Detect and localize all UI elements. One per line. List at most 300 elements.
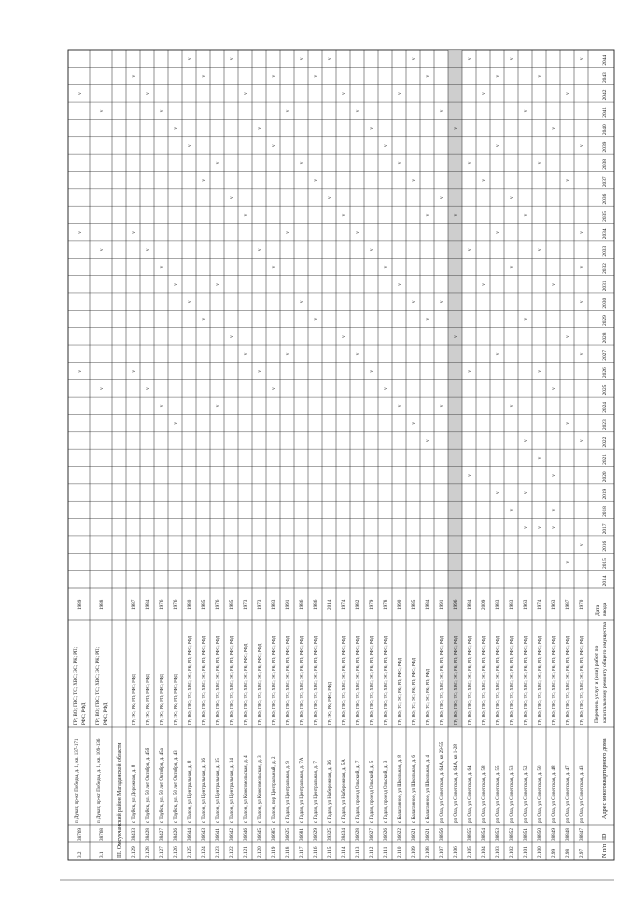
row-mark-2042: v <box>341 92 348 95</box>
header-id: ID <box>602 833 608 840</box>
row-id: 38850 <box>537 828 544 841</box>
row-date: 2014 <box>327 599 334 610</box>
row-services: ГР; ВО; ГВС; ТС; ХВС; ЭС; РК; РФС; РФД <box>243 643 249 725</box>
row-mark-2034: v <box>77 231 84 234</box>
row-address: с Талон, ул Комсомольская, д. 4 <box>244 755 250 823</box>
row-services: ГР; ВО; ГВС; ТС; ХВС; ЭС; РК; РП; РФС; РФД <box>565 635 571 725</box>
row-services: РФС; РФД <box>82 702 88 725</box>
row-mark-2022: v <box>579 439 586 442</box>
row-date: 1984 <box>425 599 432 610</box>
row-mark-2025: v <box>383 387 390 390</box>
row-date: 1984 <box>145 599 152 610</box>
row-address: с Гадля, проезд Ольский, д. 7 <box>356 760 362 823</box>
row-mark-2033: v <box>257 248 264 252</box>
row-address: с Гадля, ул Центральная, д. 9 <box>286 761 292 823</box>
row-mark-2032: v <box>383 265 390 269</box>
row-mark-2035: v <box>341 213 348 217</box>
row-services: ГР; ВО; ГВС; ТС; ХВС; ЭС; РК; РП; РФС; РФД <box>537 635 543 725</box>
row-num: 2.97 <box>579 848 586 858</box>
row-mark-2025: v <box>271 387 278 390</box>
row-mark-2028: v <box>341 335 348 338</box>
row-date: 1988 <box>99 599 106 610</box>
row-address: рп Ола, ул Советская, д. 64 <box>468 765 474 823</box>
row-date: 1973 <box>243 599 250 610</box>
row-mark-2036: v <box>439 196 446 200</box>
row-num: 2.107 <box>439 846 446 858</box>
row-services: ГР; ВО; ГВС; ТС; ХВС; ЭС; РК; РП; РФС; РФД <box>453 635 459 725</box>
row-mark-2044: v <box>187 57 194 61</box>
row-services: ГР; ВО; ГВС; ТС; ХВС; ЭС; РК; РП; РФС; РФД <box>201 635 207 725</box>
row-date: 1987 <box>131 599 138 610</box>
row-mark-2044: v <box>467 57 474 61</box>
row-date: 1974 <box>341 599 348 610</box>
row-num: 2.119 <box>271 846 278 858</box>
row-mark-2034: v <box>131 231 138 234</box>
row-address: с Талон, ул Центральная, д. 14 <box>230 758 236 823</box>
row-mark-2040: v <box>173 127 180 130</box>
header-year-2019: 2019 <box>602 488 608 500</box>
header-year-2025: 2025 <box>602 384 608 396</box>
header-year-2026: 2026 <box>602 367 608 379</box>
header-year-2027: 2027 <box>602 349 608 361</box>
header-year-2020: 2020 <box>602 471 608 483</box>
row-id: 38847 <box>579 828 586 841</box>
row-address: рп Ола, ул Советская, д. 64А, кв 1-28 <box>454 744 460 823</box>
row-services: ГР; ВО; ГВС; ТС; ХВС; ЭС; РК; РП; РФС; РФД <box>383 635 389 725</box>
row-services: ГР; ВО; ГВС; ТС; ХВС; ЭС; РК; РП; РФС; РФД <box>369 635 375 725</box>
row-mark-2025: v <box>99 387 106 390</box>
row-address: с Гадля, ул Набережная, д. 5А <box>342 759 348 823</box>
row-date: 1991 <box>285 599 292 610</box>
row-address: с Балаганное, ул Школьная, д. 6 <box>412 755 418 823</box>
row-mark-2016: v <box>579 543 586 547</box>
row-mark-2031: v <box>551 283 558 286</box>
row-mark-2043: v <box>201 74 208 78</box>
row-date: 1984 <box>467 599 474 610</box>
row-mark-2020: v <box>551 474 558 477</box>
row-services: ГР; ВО; ГВС; ТС; ХВС; ЭС; РК; РП; РФС; РФД <box>509 635 515 725</box>
row-services: ГР; ВО; ГВС; ТС; ХВС; ЭС; РК; РП; РФС; РФД <box>579 635 585 725</box>
row-mark-2035: v <box>523 213 530 217</box>
row-mark-2026: v <box>257 369 264 373</box>
row-date: 1985 <box>201 599 208 610</box>
section-title: III. Омсукчанский район Магаданской области <box>117 742 124 858</box>
row-num: 2.118 <box>285 846 292 858</box>
row-mark-2035: v <box>425 213 432 217</box>
row-mark-2041: v <box>99 109 106 113</box>
row-mark-2034: v <box>495 231 502 234</box>
row-mark-2026: v <box>467 369 474 373</box>
row-mark-2044: v <box>509 57 516 61</box>
row-services: ГР; ВО; ТС; ЭС; РК; РП; РФС; РФД <box>411 657 417 725</box>
row-mark-2027: v <box>495 352 502 356</box>
row-date: 1978 <box>383 599 390 610</box>
row-address: с Тауйск, ул. 50 лет Октября, д. 43 <box>174 750 180 823</box>
row-address: с Балаганное, ул Школьная, д. 8 <box>398 755 404 823</box>
row-address: рп Ола, ул Советская, д. 50 <box>538 765 544 823</box>
header-year-2037: 2037 <box>602 176 608 188</box>
row-services: ГР; ВО; ГВС; ТС; ХВС; ЭС; РК; РП; РФС; РФД <box>551 635 557 725</box>
row-num: 2.115 <box>327 846 334 858</box>
row-mark-2028: v <box>565 335 572 338</box>
header-year-2044: 2044 <box>602 54 608 66</box>
row-mark-2041: v <box>523 109 530 113</box>
row-mark-2042: v <box>77 92 84 95</box>
row-mark-2040: v <box>257 127 264 130</box>
row-num: 2.124 <box>201 846 208 858</box>
row-mark-2043: v <box>313 74 320 78</box>
row-address: рп Ола, ул Советская, д. 58 <box>482 765 488 823</box>
row-num: 2.117 <box>299 846 306 858</box>
row-address: п Дукат, пр-кт Победы, д. 1, кв. 109-136 <box>97 738 103 823</box>
row-mark-2030: v <box>579 300 586 304</box>
row-address: с Гадля, проезд Ольский, д. 3 <box>384 760 390 823</box>
row-mark-2034: v <box>355 231 362 234</box>
row-mark-2019: v <box>495 491 502 495</box>
row-mark-2042: v <box>565 92 572 95</box>
row-num: 3.2 <box>77 851 84 858</box>
row-id: 38856 <box>439 828 446 841</box>
row-mark-2036: v <box>327 196 334 200</box>
row-mark-2024: v <box>509 404 516 408</box>
row-services: ГР; ВО; ГВС; ТС; ХВС; ЭС; РК; РП; РФС; РФД <box>341 635 347 725</box>
row-address: рп Ола, ул Советская, д. 43 <box>580 765 586 823</box>
header-year-2028: 2028 <box>602 332 608 344</box>
row-mark-2029: v <box>425 317 432 321</box>
header-year-2042: 2042 <box>602 89 608 101</box>
row-date: 1985 <box>229 599 236 610</box>
header-num: N п/п <box>602 844 608 858</box>
row-id: 38853 <box>495 828 502 841</box>
row-mark-2037: v <box>201 179 208 182</box>
row-num: 2.125 <box>187 846 194 858</box>
row-num: 2.109 <box>411 846 418 858</box>
row-num: 2.99 <box>551 848 558 858</box>
row-mark-2026: v <box>77 369 84 373</box>
row-mark-2022: v <box>523 439 530 442</box>
row-address: с Гадля, ул Центральная, д. 7 <box>314 761 320 823</box>
row-address: с Гадля, ул Набережная, д. 36 <box>328 760 334 823</box>
header-year-2032: 2032 <box>602 263 608 274</box>
row-mark-2043: v <box>131 74 138 78</box>
row-id: 38428 <box>145 828 152 841</box>
row-mark-2023: v <box>411 422 418 425</box>
header-year-2040: 2040 <box>602 124 608 136</box>
row-mark-2037: v <box>481 179 488 182</box>
row-mark-2017: v <box>523 526 530 529</box>
row-mark-2036: v <box>229 196 236 200</box>
row-mark-2037: v <box>411 179 418 182</box>
row-mark-2021: v <box>537 456 544 460</box>
row-services: ГР; ВО; ГВС; ТС; ХВС; ЭС; РК; РФС; РФД <box>257 643 263 725</box>
header-year-2036: 2036 <box>602 193 608 205</box>
row-num: 2.113 <box>355 846 362 858</box>
row-mark-2019: v <box>523 491 530 495</box>
row-mark-2027: v <box>579 352 586 356</box>
row-num: 2.102 <box>509 846 516 858</box>
row-date: 1980 <box>187 599 194 610</box>
row-mark-2034: v <box>285 231 292 234</box>
row-services: РФС; РФД <box>104 702 110 725</box>
row-mark-2025: v <box>551 387 558 390</box>
row-date: 1986 <box>313 599 320 610</box>
row-mark-2043: v <box>537 74 544 78</box>
header-address: Адрес многоквартирного дома <box>601 738 608 819</box>
row-mark-2039: v <box>271 144 278 147</box>
row-mark-2043: v <box>495 74 502 78</box>
row-date: 1982 <box>355 599 362 610</box>
row-mark-2024: v <box>159 404 166 408</box>
row-services: ГР; ЭС; РК; РП; РФС; РФД <box>131 674 137 725</box>
row-mark-2039: v <box>579 144 586 147</box>
header-year-2023: 2023 <box>602 419 608 431</box>
row-num: 2.112 <box>369 846 376 858</box>
row-mark-2044: v <box>411 57 418 61</box>
row-mark-2044: v <box>327 57 334 61</box>
row-address: с Талон, ул Комсомольская, д. 3 <box>258 755 264 823</box>
row-id: 38854 <box>481 828 488 841</box>
row-mark-2027: v <box>355 352 362 356</box>
row-num: 2.123 <box>215 846 222 858</box>
row-services: ГР; ВО; ТС; ЭС; РК; РП; РФС; РФД <box>397 657 403 725</box>
row-num: 2.122 <box>229 846 236 858</box>
row-address: с Талон, пер Центральный, д. 2 <box>272 756 278 823</box>
header-year-2015: 2015 <box>602 558 608 569</box>
row-mark-2037: v <box>565 179 572 182</box>
row-date: 1976 <box>215 599 222 610</box>
row-services: ГР; ВО; ГВС; ТС; ХВС; ЭС; РК; РП; РФС; РФД <box>523 635 529 725</box>
row-mark-2033: v <box>467 248 474 252</box>
row-address: рп Ола, ул Советская, д. 53 <box>510 765 516 823</box>
row-id: 36685 <box>271 828 278 841</box>
row-date: 1985 <box>411 599 418 610</box>
header-year-2034: 2034 <box>602 228 608 240</box>
row-mark-2040: v <box>551 127 558 130</box>
row-mark-2028: v <box>453 335 460 338</box>
row-num: 2.103 <box>495 846 502 858</box>
row-date: 1974 <box>537 599 544 610</box>
row-mark-2030: v <box>439 300 446 304</box>
row-mark-2042: v <box>481 92 488 95</box>
header-year-2030: 2030 <box>602 297 608 309</box>
row-id: 38434 <box>341 828 348 841</box>
row-num: 2.110 <box>397 846 404 858</box>
header-year-2017: 2017 <box>602 523 608 535</box>
header-year-2031: 2031 <box>602 280 608 292</box>
row-id: 36644 <box>187 828 194 841</box>
row-mark-2030: v <box>187 300 194 304</box>
row-mark-2041: v <box>285 109 292 113</box>
row-mark-2039: v <box>187 144 194 147</box>
row-id: 38848 <box>565 828 572 841</box>
row-mark-2038: v <box>299 161 306 165</box>
row-id: 38433 <box>131 828 138 841</box>
row-mark-2042: v <box>145 92 152 95</box>
row-date: 1983 <box>271 599 278 610</box>
row-services: ГР; ВО; ГВС; ТС; ХВС; ЭС; РК; РП; РФС; РФД <box>285 635 291 725</box>
header-year-2018: 2018 <box>602 506 608 517</box>
row-date: 1973 <box>257 599 264 610</box>
row-services: ГР; ВО; ГВС; ТС; ХВС; ЭС; РК; РП; РФС; РФД <box>187 635 193 725</box>
row-num: 2.105 <box>467 846 474 858</box>
row-id: 38769 <box>77 828 84 841</box>
row-id: 36625 <box>285 828 292 841</box>
row-mark-2031: v <box>215 283 222 286</box>
row-id: 36643 <box>201 828 208 841</box>
row-services: ГР; ВО; ГВС; ТС; ХВС; ЭС; РК; РП; <box>74 646 80 725</box>
row-mark-2029: v <box>313 317 320 321</box>
row-mark-2042: v <box>397 92 404 95</box>
row-address: с Талон, ул Центральная, д. 15 <box>216 758 222 823</box>
row-mark-2033: v <box>99 248 106 252</box>
row-id: 36627 <box>369 828 376 841</box>
row-mark-2041: v <box>439 109 446 113</box>
row-mark-2041: v <box>355 109 362 113</box>
header-year-2014: 2014 <box>602 575 608 587</box>
row-id: 38427 <box>159 828 166 841</box>
row-num: 2.126 <box>173 846 180 858</box>
header-year-2043: 2043 <box>602 72 608 84</box>
row-mark-2036: v <box>509 196 516 200</box>
row-address: рп Ола, ул Советская, д. 48 <box>552 765 558 823</box>
row-num: 2.100 <box>537 846 544 858</box>
row-num: 2.114 <box>341 846 348 858</box>
row-mark-2018: v <box>509 508 516 512</box>
row-mark-2030: v <box>299 300 306 304</box>
row-mark-2038: v <box>537 161 544 165</box>
row-date: 1996 <box>453 599 460 610</box>
row-date: 1976 <box>173 599 180 610</box>
row-address: рп Ола, ул Советская, д. 52 <box>524 765 530 823</box>
row-mark-2032: v <box>271 265 278 269</box>
row-mark-2044: v <box>299 57 306 61</box>
header-year-2016: 2016 <box>602 540 608 552</box>
row-mark-2022: v <box>425 439 432 442</box>
row-id: 36621 <box>425 828 432 841</box>
row-services: ГР; ВО; ГВС; ТС; ХВС; ЭС; РК; РП; РФС; РФД <box>495 635 501 725</box>
row-mark-2041: v <box>159 109 166 113</box>
row-num: 2.106 <box>453 846 460 858</box>
header-year-2041: 2041 <box>602 106 608 118</box>
row-mark-2035: v <box>243 213 250 217</box>
row-mark-2015: v <box>565 560 572 564</box>
row-date: 1979 <box>369 599 376 610</box>
row-mark-2026: v <box>131 369 138 373</box>
row-address: рп Ола, ул Советская, д. 64А, кв 29-55 <box>440 741 446 823</box>
row-mark-2035: v <box>453 213 460 217</box>
row-id: 38852 <box>509 828 516 841</box>
row-date: 1989 <box>77 599 84 610</box>
row-services: ГР; ВО; ГВС; ТС; ХВС; ЭС; РК; РП; РФС; РФД <box>271 635 277 725</box>
row-services: ГР; ВО; ГВС; ТС; ХВС; ЭС; РК; РП; РФС; РФД <box>215 635 221 725</box>
row-services: ГР; ВО; ТС; ЭС; РК; РП; РФД <box>425 668 431 725</box>
header-year-2035: 2035 <box>602 211 608 222</box>
header-date: Датаввода <box>595 602 608 616</box>
row-mark-2032: v <box>159 265 166 269</box>
row-num: 3.1 <box>99 851 106 858</box>
header-year-2038: 2038 <box>602 159 608 170</box>
row-id: 38426 <box>173 828 180 841</box>
row-num: 2.127 <box>159 846 166 858</box>
row-mark-2024: v <box>439 404 446 408</box>
row-mark-2031: v <box>397 283 404 286</box>
row-mark-2026: v <box>369 369 376 373</box>
row-date: 1983 <box>509 599 516 610</box>
row-num: 2.104 <box>481 846 488 858</box>
row-mark-2025: v <box>145 387 152 390</box>
row-date: 1986 <box>299 599 306 610</box>
row-mark-2044: v <box>579 57 586 61</box>
row-mark-2042: v <box>243 92 250 95</box>
row-mark-2034: v <box>579 231 586 234</box>
row-mark-2037: v <box>313 179 320 182</box>
row-address: рп Ола, ул Советская, д. 55 <box>496 765 502 823</box>
row-id: 36681 <box>299 828 306 841</box>
row-services: ГР; ЭС; РК; РП; РФС; РФД <box>145 674 151 725</box>
row-id: 36642 <box>229 828 236 841</box>
row-mark-2039: v <box>495 144 502 147</box>
row-services: ГР; ВО; ГВС; ТС; ХВС; ЭС; РК; РП; РФС; РФД <box>313 635 319 725</box>
row-date: 1983 <box>495 599 502 610</box>
header-year-2029: 2029 <box>602 315 608 326</box>
header-year-2022: 2022 <box>602 436 608 448</box>
row-num: 2.121 <box>243 846 250 858</box>
row-address: с Гадля, ул Центральная, д. 7А <box>300 757 306 823</box>
row-services: ГР; ВО; ГВС; ТС; ХВС; ЭС; РК; РП; РФС; РФД <box>439 635 445 725</box>
row-address: рп Ола, ул Советская, д. 47 <box>566 765 572 823</box>
row-id: 36629 <box>313 828 320 841</box>
row-date: 1990 <box>397 599 404 610</box>
row-address: п Дукат, пр-кт Победы, д. 1, кв. 137-171 <box>75 738 81 823</box>
row-services: ГР; ВО; ГВС; ТС; ХВС; ЭС; РК; РП; РФС; РФД <box>299 635 305 725</box>
row-services: ГР; ЭС; РК; РП; РФС; РФД <box>159 674 165 725</box>
row-mark-2040: v <box>369 127 376 130</box>
row-mark-2031: v <box>481 283 488 286</box>
row-services: ГР; ВО; ГВС; ТС; ХВС; ЭС; РК; РП; РФС; РФД <box>229 635 235 725</box>
row-address: с Гадля, проезд Ольский, д. 5 <box>370 760 376 823</box>
row-mark-2032: v <box>579 265 586 269</box>
row-id: 36641 <box>215 828 222 841</box>
row-services: ГР; ЭС; РК; РП; РФС; РФД <box>173 674 179 725</box>
row-mark-2023: v <box>565 422 572 425</box>
row-mark-2017: v <box>551 526 558 529</box>
row-date: 1963 <box>551 599 558 610</box>
row-address: с Балаганное, ул Школьная, д. 4 <box>426 755 432 823</box>
row-id: 36622 <box>397 828 404 841</box>
row-num: 2.120 <box>257 846 264 858</box>
row-mark-2026: v <box>537 369 544 373</box>
row-mark-2027: v <box>243 352 250 356</box>
row-date: 1963 <box>523 599 530 610</box>
row-date: 2009 <box>481 599 488 610</box>
row-mark-2024: v <box>215 404 222 408</box>
row-id: 36645 <box>257 828 264 841</box>
row-num: 2.116 <box>313 846 320 858</box>
row-mark-2018: v <box>551 508 558 512</box>
row-mark-2020: v <box>467 474 474 477</box>
row-num: 2.111 <box>383 846 390 858</box>
row-date: 1987 <box>565 599 572 610</box>
row-mark-2038: v <box>397 161 404 165</box>
header-year-2033: 2033 <box>602 245 608 257</box>
row-services: ГР; ВО; ГВС; ТС; ХВС; ЭС; РК; РП; РФС; РФД <box>467 635 473 725</box>
row-mark-2032: v <box>509 265 516 269</box>
row-num: 2.101 <box>523 846 530 858</box>
row-mark-2038: v <box>215 161 222 165</box>
row-mark-2044: v <box>229 57 236 61</box>
header-year-2039: 2039 <box>602 141 608 153</box>
header-year-2021: 2021 <box>602 454 608 465</box>
